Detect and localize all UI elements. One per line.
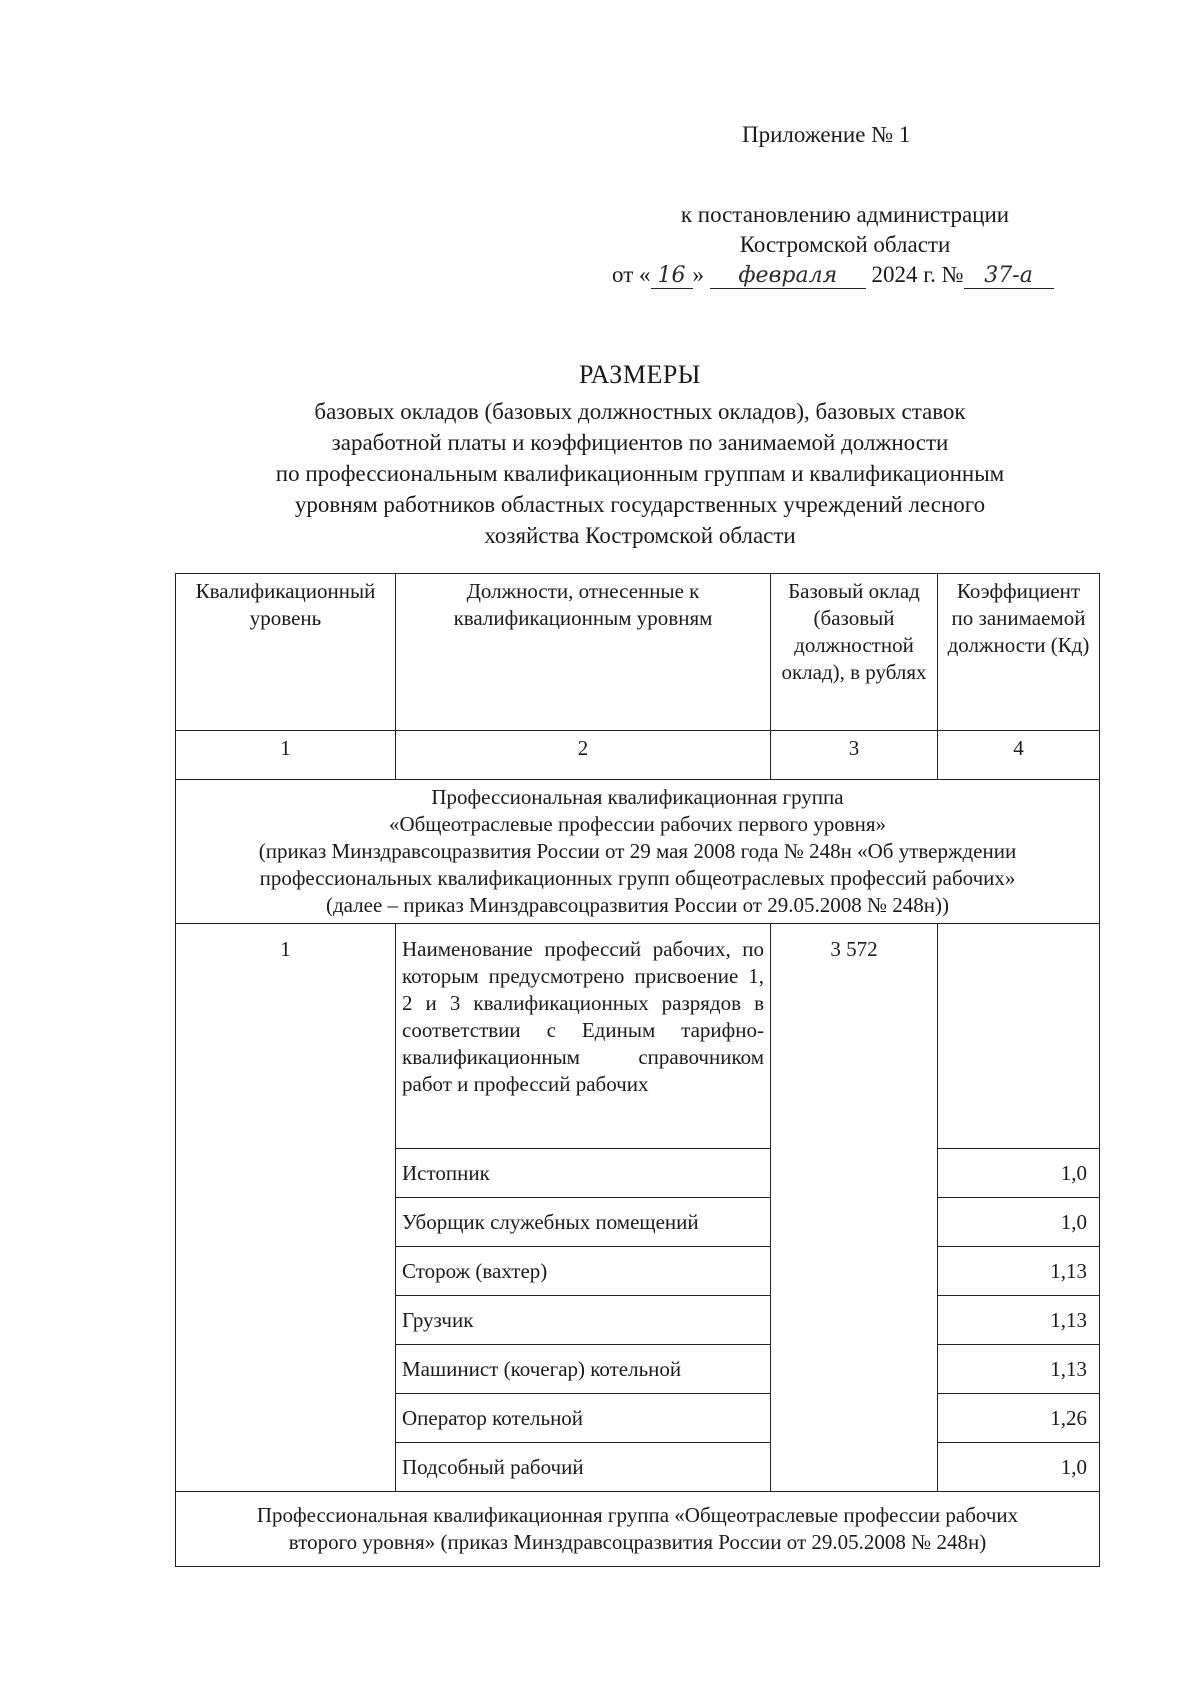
column-number: 2 xyxy=(396,731,771,780)
coefficient-cell-empty xyxy=(938,924,1100,1149)
resolution-line: к постановлению администрации xyxy=(680,202,1010,227)
date-after-day: » xyxy=(692,262,704,287)
position-coefficient: 1,0 xyxy=(938,1443,1100,1492)
table-header-row xyxy=(176,574,1100,731)
qualification-level: 1 xyxy=(176,924,396,1492)
position-name: Оператор котельной xyxy=(396,1394,771,1443)
group-heading-line: «Общеотраслевые профессии рабочих первого уровня» xyxy=(388,812,887,836)
group-heading-line: Профессиональная квалификационная группа xyxy=(431,785,844,809)
group-heading-row xyxy=(176,1492,1100,1567)
date-prefix: от « xyxy=(612,262,651,287)
position-name: Истопник xyxy=(396,1149,771,1198)
resolution-line: Костромской области xyxy=(739,232,951,257)
group-heading-line: (приказ Минздравсоцразвития России от 29 мая 2008 года № 248н «Об утверждении xyxy=(258,839,1017,863)
header-positions: Должности, отнесенные к квалификационным уровням xyxy=(396,574,771,731)
position-name: Подсобный рабочий xyxy=(396,1443,771,1492)
subtitle-line: заработной платы и коэффициентов по занимаемой должности xyxy=(331,430,949,455)
document-subtitle xyxy=(170,396,1110,551)
group-heading-row xyxy=(176,780,1100,924)
table-row xyxy=(176,924,1100,1149)
column-number: 4 xyxy=(938,731,1100,780)
handwritten-number: 37-а xyxy=(964,263,1054,289)
group-heading-first-level xyxy=(176,780,1100,924)
handwritten-day: 16 xyxy=(651,263,693,289)
subtitle-line: хозяйства Костромской области xyxy=(484,523,796,548)
position-coefficient: 1,0 xyxy=(938,1149,1100,1198)
header-level: Квалификационный уровень xyxy=(176,574,396,731)
header-salary: Базовый оклад (базовый должностной оклад), в рублях xyxy=(771,574,938,731)
appendix-number: Приложение № 1 xyxy=(742,122,911,147)
position-coefficient: 1,13 xyxy=(938,1345,1100,1394)
subtitle-line: по профессиональным квалификационным группам и квалификационным xyxy=(275,461,1005,486)
resolution-date-line xyxy=(612,262,1054,289)
group-heading-line: Профессиональная квалификационная группа «Общеотраслевые профессии рабочих xyxy=(256,1503,1019,1527)
group-heading-line: профессиональных квалификационных групп общеотраслевых профессий рабочих» xyxy=(259,866,1016,890)
document-title: РАЗМЕРЫ xyxy=(579,360,701,389)
header-coefficient: Коэффициент по занимаемой должности (Кд) xyxy=(938,574,1100,731)
position-name: Сторож (вахтер) xyxy=(396,1247,771,1296)
handwritten-month: февраля xyxy=(710,263,866,289)
position-name: Грузчик xyxy=(396,1296,771,1345)
position-coefficient: 1,13 xyxy=(938,1247,1100,1296)
level-description: Наименование профессий рабочих, по которым предусмотрено присвоение 1, 2 и 3 квалификационных разрядов в соответствии с Единым тарифно-квалификационным справочником работ и профессий рабочих xyxy=(396,924,771,1149)
column-number: 1 xyxy=(176,731,396,780)
group-heading-second-level xyxy=(176,1492,1100,1567)
position-coefficient: 1,13 xyxy=(938,1296,1100,1345)
column-number: 3 xyxy=(771,731,938,780)
base-salary: 3 572 xyxy=(771,924,938,1492)
position-name: Машинист (кочегар) котельной xyxy=(396,1345,771,1394)
group-heading-line: второго уровня» (приказ Минздравсоцразвития России от 29.05.2008 № 248н) xyxy=(288,1530,987,1554)
column-number-row xyxy=(176,731,1100,780)
subtitle-line: уровням работников областных государственных учреждений лесного xyxy=(294,492,986,517)
group-heading-line: (далее – приказ Минздравсоцразвития России от 29.05.2008 № 248н)) xyxy=(325,893,949,917)
date-year: 2024 г. № xyxy=(871,262,964,287)
salary-table xyxy=(175,573,1100,1567)
position-name: Уборщик служебных помещений xyxy=(396,1198,771,1247)
position-coefficient: 1,0 xyxy=(938,1198,1100,1247)
position-coefficient: 1,26 xyxy=(938,1394,1100,1443)
resolution-reference xyxy=(630,200,1060,260)
subtitle-line: базовых окладов (базовых должностных окладов), базовых ставок xyxy=(314,399,966,424)
